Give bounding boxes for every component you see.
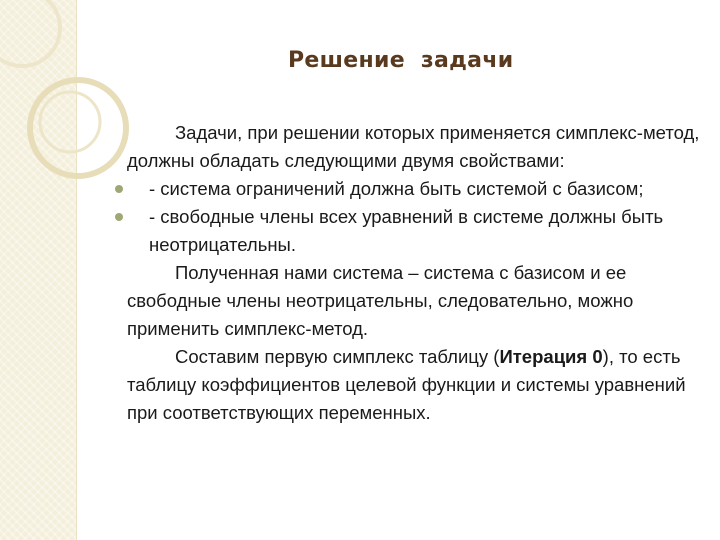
slide-body [127,119,702,427]
ring-top [0,0,60,66]
paragraph-3-after: ), то есть таблицу коэффициентов целевой функции и системы уравнений при соответствующих переменных. [127,346,686,423]
bullet-text-2: - свободные члены всех уравнений в системе должны быть неотрицательны. [149,206,664,255]
bullet-item-2 [127,203,702,259]
paragraph-2: Полученная нами система – система с базисом и ее свободные члены неотрицательны, следовательно, можно применить симплекс-метод. [127,262,634,339]
bullet-icon [115,213,123,221]
paragraph-3 [127,343,702,427]
decorative-rings [0,0,140,260]
bullet-text-1: - система ограничений должна быть системой с базисом; [149,178,644,199]
ring-small [40,92,100,152]
iteration-label: Итерация 0 [499,346,603,367]
bullet-item-1 [127,175,702,203]
slide-title: Решение задачи [288,48,514,73]
paragraph-3-before: Составим первую симплекс таблицу ( [175,346,500,367]
bullet-icon [115,185,123,193]
intro-paragraph: Задачи, при решении которых применяется симплекс-метод, должны обладать следующими двумя свойствами: [127,122,700,171]
